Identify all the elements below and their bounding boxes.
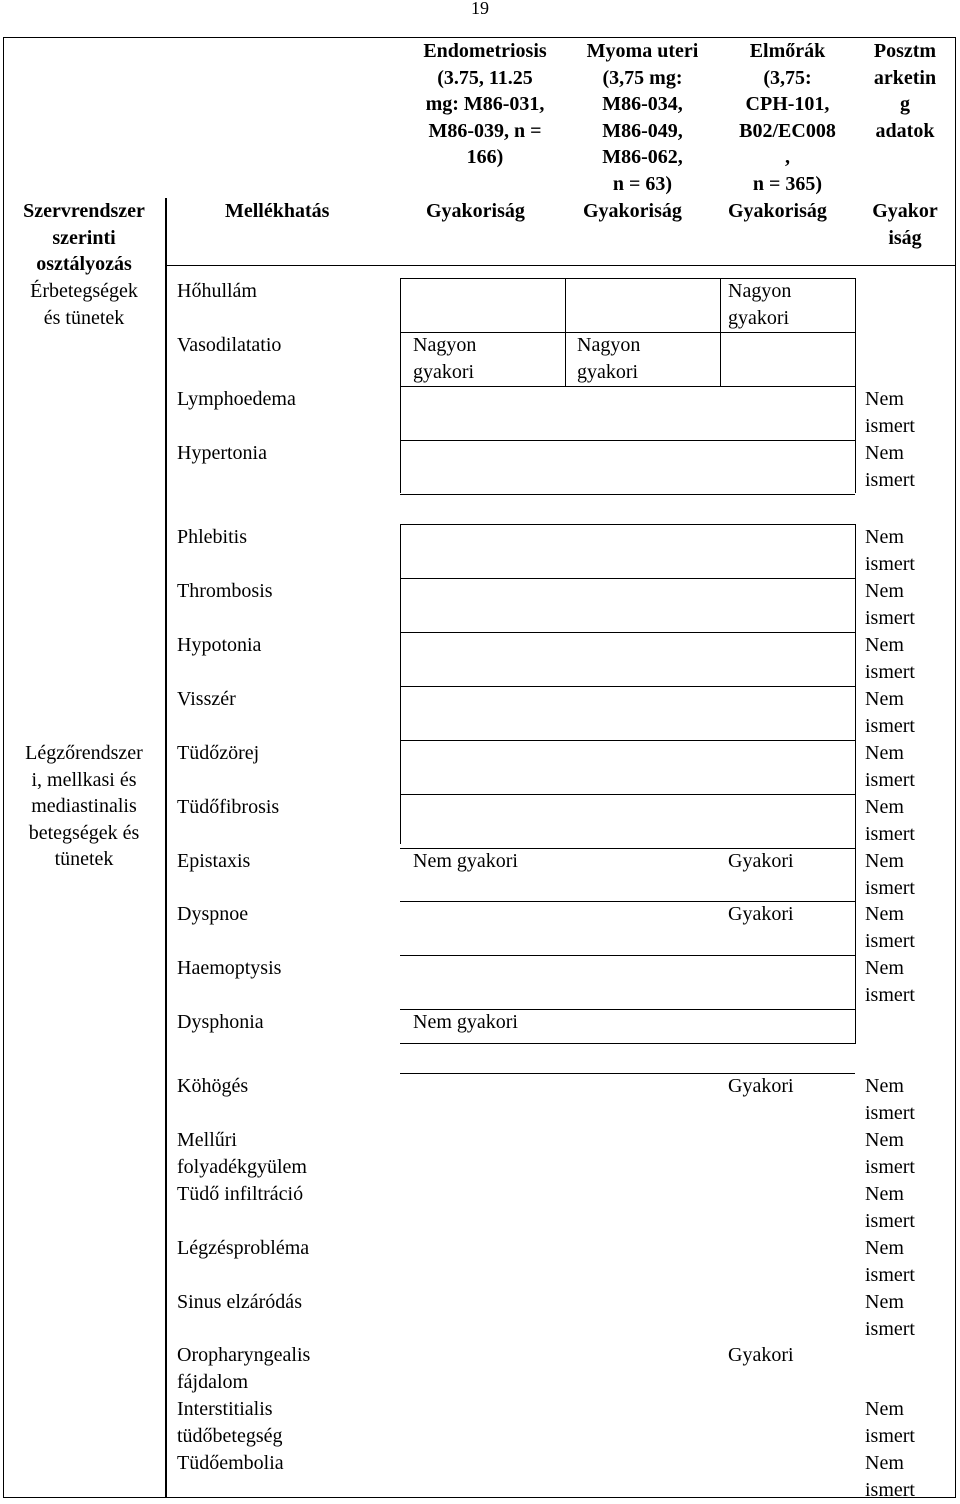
header-postmarketing-line: Posztm	[873, 40, 937, 62]
freq-postmarketing-line: ismert	[865, 1424, 915, 1447]
freq-elmorak-line: Gyakori	[728, 903, 794, 925]
freq-postmarketing	[865, 386, 915, 439]
cell-rule	[400, 524, 855, 525]
header-freq-postmarketing	[855, 198, 955, 251]
cell-rule	[400, 1009, 855, 1010]
freq-postmarketing	[865, 632, 915, 685]
freq-endometriosis	[413, 332, 476, 385]
freq-postmarketing-line: Nem	[865, 526, 904, 548]
side-effect-name-line: fájdalom	[177, 1370, 249, 1393]
system-class-label-line: tünetek	[54, 848, 114, 870]
header-system-class	[8, 198, 160, 278]
header-myoma-uteri-line: n = 63)	[612, 172, 673, 195]
side-effect-name	[177, 332, 281, 359]
system-class-label-line: i, mellkasi és	[31, 768, 137, 791]
header-postmarketing-line: adatok	[875, 119, 935, 142]
freq-myoma-line: gyakori	[577, 360, 639, 383]
header-freq-postmarketing-line: iság	[888, 226, 922, 249]
freq-postmarketing-line: ismert	[865, 606, 915, 629]
cell-rule	[400, 848, 855, 849]
header-side-effect	[225, 198, 329, 225]
side-effect-name	[177, 848, 250, 875]
system-class-label-line: és tünetek	[43, 306, 125, 329]
freq-elmorak	[728, 901, 794, 928]
freq-postmarketing-line: Nem	[865, 850, 904, 872]
header-system-class-line: osztályozás	[36, 253, 132, 275]
system-class-label-line: Légzőrendszer	[25, 742, 143, 764]
freq-postmarketing	[865, 1289, 915, 1342]
cell-rule	[400, 278, 855, 279]
header-freq-endometriosis	[426, 198, 525, 225]
freq-elmorak	[728, 1073, 794, 1100]
header-freq-myoma-line: Gyakoriság	[583, 200, 682, 222]
header-elmorak-line: n = 365)	[752, 172, 823, 195]
freq-postmarketing-line: ismert	[865, 822, 915, 845]
header-freq-endometriosis-line: Gyakoriság	[426, 200, 525, 222]
header-myoma-uteri-line: M86-034,	[602, 93, 683, 115]
header-system-class-line: Szervrendszer	[23, 200, 145, 222]
freq-myoma-line: Nagyon	[577, 334, 641, 356]
side-effect-name	[177, 278, 257, 305]
freq-postmarketing-line: Nem	[865, 388, 904, 410]
header-elmorak-line: CPH-101,	[745, 93, 830, 115]
side-effect-name-line: Dyspnoe	[177, 903, 249, 925]
side-effect-name-line: Tüdőembolia	[177, 1452, 284, 1474]
freq-endometriosis-line: Nagyon	[413, 334, 477, 356]
freq-elmorak	[728, 1342, 794, 1369]
cell-rule	[400, 740, 855, 741]
system-class-label	[8, 740, 160, 873]
freq-postmarketing	[865, 955, 915, 1008]
cell-rule	[400, 386, 855, 387]
side-effect-name-line: Tüdőzörej	[177, 742, 260, 764]
system-class-label-line: mediastinalis	[31, 795, 137, 817]
side-effect-name	[177, 1181, 303, 1208]
freq-postmarketing-line: Nem	[865, 1237, 904, 1259]
header-endometriosis-line: (3.75, 11.25	[437, 66, 533, 89]
header-freq-elmorak	[728, 198, 827, 225]
freq-postmarketing-line: ismert	[865, 1478, 915, 1501]
side-effect-name	[177, 1009, 264, 1036]
header-myoma-uteri-line: M86-062,	[602, 146, 683, 168]
freq-postmarketing-line: ismert	[865, 929, 915, 952]
cell-rule	[565, 278, 566, 386]
header-elmorak-line: ,	[785, 146, 790, 168]
side-effect-name	[177, 386, 296, 413]
freq-postmarketing-line: Nem	[865, 1398, 904, 1420]
side-effect-name	[177, 578, 273, 605]
freq-postmarketing-line: ismert	[865, 1263, 915, 1286]
system-column-rule	[165, 198, 167, 1498]
system-class-label-line: betegségek és	[28, 821, 140, 844]
side-effect-name	[177, 1450, 284, 1477]
header-system-class-line: szerinti	[52, 226, 116, 249]
side-effect-name-line: Hypertonia	[177, 442, 267, 464]
cell-rule	[400, 278, 401, 493]
cell-rule	[400, 440, 855, 441]
header-myoma-uteri-line: M86-049,	[602, 119, 683, 142]
freq-myoma	[577, 332, 640, 385]
header-elmorak-line: (3,75:	[763, 66, 812, 89]
side-effect-name	[177, 1342, 310, 1395]
side-effect-name	[177, 440, 267, 467]
side-effect-name	[177, 955, 281, 982]
freq-postmarketing-line: ismert	[865, 552, 915, 575]
header-elmorak-line: Elmőrák	[749, 40, 826, 62]
freq-postmarketing	[865, 1235, 915, 1288]
header-freq-myoma	[583, 198, 682, 225]
system-class-label-line: Érbetegségek	[30, 280, 138, 302]
header-endometriosis-line: mg: M86-031,	[425, 93, 545, 115]
freq-postmarketing-line: ismert	[865, 1155, 915, 1178]
freq-postmarketing	[865, 1073, 915, 1126]
header-myoma-uteri-line: (3,75 mg:	[602, 66, 683, 89]
cell-rule	[400, 1073, 855, 1074]
header-side-effect-line: Mellékhatás	[225, 200, 330, 222]
header-freq-elmorak-line: Gyakoriság	[728, 200, 827, 222]
freq-postmarketing	[865, 901, 915, 954]
freq-endometriosis	[413, 848, 518, 875]
side-effect-name	[177, 901, 248, 928]
side-effect-name	[177, 686, 236, 713]
side-effect-name-line: Phlebitis	[177, 526, 248, 548]
freq-postmarketing-line: Nem	[865, 957, 904, 979]
side-effect-name-line: Légzésprobléma	[177, 1237, 310, 1259]
side-effect-name	[177, 794, 279, 821]
cell-rule	[855, 524, 856, 1044]
header-endometriosis-line: 166)	[466, 146, 504, 168]
freq-elmorak	[728, 278, 791, 331]
freq-postmarketing-line: Nem	[865, 634, 904, 656]
freq-postmarketing-line: ismert	[865, 714, 915, 737]
freq-postmarketing-line: Nem	[865, 903, 904, 925]
freq-postmarketing-line: ismert	[865, 1317, 915, 1340]
freq-endometriosis-line: Nem gyakori	[413, 1011, 518, 1033]
cell-rule	[400, 332, 855, 333]
side-effect-name-line: Hypotonia	[177, 634, 262, 656]
system-class-label	[8, 278, 160, 331]
freq-postmarketing-line: Nem	[865, 1452, 904, 1474]
side-effect-name	[177, 1289, 302, 1316]
freq-postmarketing	[865, 848, 915, 901]
header-freq-postmarketing-line: Gyakor	[872, 200, 938, 222]
header-elmorak	[720, 38, 855, 197]
freq-postmarketing-line: ismert	[865, 983, 915, 1006]
freq-postmarketing	[865, 794, 915, 847]
freq-endometriosis-line: Nem gyakori	[413, 850, 518, 872]
side-effect-name	[177, 1127, 307, 1180]
freq-postmarketing-line: ismert	[865, 660, 915, 683]
header-myoma-uteri-line: Myoma uteri	[586, 40, 699, 62]
header-postmarketing-line: g	[900, 93, 910, 115]
cell-rule	[400, 955, 855, 956]
freq-postmarketing-line: ismert	[865, 1209, 915, 1232]
freq-postmarketing-line: Nem	[865, 1183, 904, 1205]
freq-postmarketing	[865, 1450, 915, 1503]
freq-postmarketing	[865, 1181, 915, 1234]
freq-elmorak-line: Gyakori	[728, 1075, 794, 1097]
side-effect-name-line: Thrombosis	[177, 580, 273, 602]
header-postmarketing-line: arketin	[873, 66, 937, 89]
freq-postmarketing-line: Nem	[865, 1075, 904, 1097]
freq-postmarketing-line: ismert	[865, 468, 915, 491]
header-postmarketing	[855, 38, 955, 144]
page-number: 19	[471, 0, 489, 18]
freq-postmarketing	[865, 1127, 915, 1180]
side-effect-name-line: Haemoptysis	[177, 957, 282, 979]
side-effect-name-line: Tüdő infiltráció	[177, 1183, 304, 1205]
side-effect-name-line: folyadékgyülem	[177, 1155, 307, 1178]
side-effect-name	[177, 1396, 283, 1449]
side-effect-name-line: tüdőbetegség	[177, 1424, 283, 1447]
freq-elmorak	[728, 848, 794, 875]
freq-postmarketing-line: Nem	[865, 442, 904, 464]
freq-postmarketing-line: Nem	[865, 1291, 904, 1313]
freq-postmarketing	[865, 524, 915, 577]
side-effect-name-line: Hőhullám	[177, 280, 257, 302]
side-effect-name	[177, 1073, 248, 1100]
side-effect-name-line: Lymphoedema	[177, 388, 296, 410]
cell-rule	[400, 494, 855, 495]
side-effect-name-line: Vasodilatatio	[177, 334, 282, 356]
cell-rule	[400, 1043, 855, 1044]
side-effect-name	[177, 632, 261, 659]
freq-elmorak-line: Gyakori	[728, 850, 794, 872]
freq-postmarketing	[865, 1396, 915, 1449]
cell-rule	[400, 632, 855, 633]
side-effect-name-line: Mellűri	[177, 1129, 237, 1151]
cell-rule	[400, 686, 855, 687]
side-effect-name-line: Interstitialis	[177, 1398, 273, 1420]
side-effect-name-line: Oropharyngealis	[177, 1344, 311, 1366]
freq-postmarketing	[865, 440, 915, 493]
freq-postmarketing-line: ismert	[865, 768, 915, 791]
freq-postmarketing-line: Nem	[865, 688, 904, 710]
freq-postmarketing	[865, 578, 915, 631]
side-effect-name-line: Sinus elzáródás	[177, 1291, 302, 1313]
header-bottom-rule	[165, 265, 955, 266]
cell-rule	[400, 901, 855, 902]
header-endometriosis	[405, 38, 565, 171]
side-effect-name-line: Visszér	[177, 688, 236, 710]
freq-endometriosis-line: gyakori	[413, 360, 475, 383]
side-effect-name-line: Dysphonia	[177, 1011, 264, 1033]
freq-elmorak-line: gyakori	[728, 306, 790, 329]
cell-rule	[855, 278, 856, 493]
freq-endometriosis	[413, 1009, 518, 1036]
side-effect-name	[177, 740, 259, 767]
cell-rule	[400, 794, 855, 795]
freq-elmorak-line: Gyakori	[728, 1344, 794, 1366]
cell-rule	[720, 278, 721, 386]
freq-postmarketing-line: ismert	[865, 414, 915, 437]
freq-postmarketing-line: Nem	[865, 796, 904, 818]
side-effect-name	[177, 524, 247, 551]
side-effect-name-line: Köhögés	[177, 1075, 249, 1097]
cell-rule	[400, 524, 401, 844]
freq-postmarketing-line: Nem	[865, 580, 904, 602]
side-effect-name	[177, 1235, 309, 1262]
header-endometriosis-line: M86-039, n =	[428, 119, 542, 142]
freq-postmarketing	[865, 686, 915, 739]
header-elmorak-line: B02/EC008	[739, 119, 836, 142]
freq-postmarketing-line: Nem	[865, 1129, 904, 1151]
side-effect-name-line: Epistaxis	[177, 850, 251, 872]
freq-elmorak-line: Nagyon	[728, 280, 792, 302]
freq-postmarketing	[865, 740, 915, 793]
freq-postmarketing-line: ismert	[865, 1101, 915, 1124]
freq-postmarketing-line: ismert	[865, 876, 915, 899]
cell-rule	[400, 578, 855, 579]
header-endometriosis-line: Endometriosis	[423, 40, 547, 62]
header-myoma-uteri	[565, 38, 720, 197]
freq-postmarketing-line: Nem	[865, 742, 904, 764]
side-effect-name-line: Tüdőfibrosis	[177, 796, 280, 818]
